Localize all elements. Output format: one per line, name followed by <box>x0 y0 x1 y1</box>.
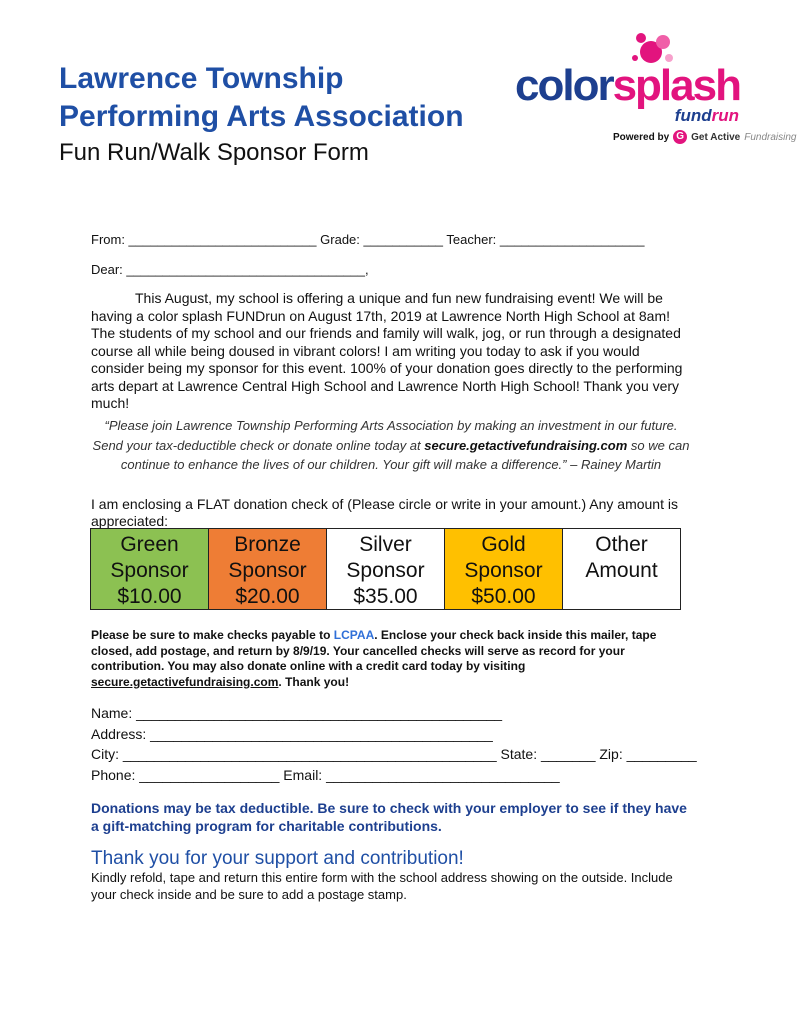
name-field[interactable]: Name: _______________________________________________ <box>91 705 503 721</box>
from-grade-teacher-line[interactable]: From: __________________________ Grade: ___________ Teacher: ____________________ <box>91 232 645 247</box>
address-field[interactable]: Address: ____________________________________________ <box>91 725 493 742</box>
refold-instructions: Kindly refold, tape and return this entire form with the school address showing on the outside. Include your check inside and be sure to add a postage stamp. <box>91 870 673 902</box>
payment-instructions <box>91 628 691 690</box>
payable-text-2: . Enclose your check back inside this mailer, tape closed, add postage, and return by 8/9/19. Your cancelled checks will serve as record for your contribution. You may also donate online with a credit card today by visiting <box>91 628 657 673</box>
payable-text-1: Please be sure to make checks payable to <box>91 628 334 642</box>
donate-online-link[interactable]: secure.getactivefundraising.com <box>91 674 279 689</box>
logo-wordmark <box>515 62 740 110</box>
quote-text-2: so we can continue to enhance the lives of our children. Your gift will make a difference.” – Rainey Martin <box>120 437 690 472</box>
level-amount: $20.00 <box>235 585 300 608</box>
sponsor-level-other[interactable] <box>563 529 681 610</box>
logo-run-text: run <box>711 106 739 125</box>
tax-deductible-note: Donations may be tax deductible. Be sure to check with your employer to see if they have a gift-matching program for charitable contributions. <box>91 800 687 834</box>
colorsplash-logo <box>515 28 797 150</box>
letter-body <box>91 290 691 413</box>
logo-colors-text: color <box>515 61 613 110</box>
powered-by-text: Powered by <box>613 131 670 143</box>
page-title <box>59 60 519 136</box>
city-state-zip-field[interactable]: City: ________________________________________________ State: _______ Zip: _________ <box>91 746 697 762</box>
quote-link: secure.getactivefundraising.com <box>424 437 628 453</box>
level-label: Silver <box>359 533 412 556</box>
contact-fields <box>91 703 697 785</box>
sponsor-level-bronze[interactable] <box>209 529 327 610</box>
lcpaa-text: LCPAA <box>333 628 375 642</box>
get-active-icon: G <box>673 130 687 144</box>
quote-block <box>91 416 691 475</box>
logo-powered-by <box>613 130 797 144</box>
title-line-2: Performing Arts Association <box>59 100 464 133</box>
level-label: Other <box>595 533 648 556</box>
phone-email-field[interactable]: Phone: __________________ Email: ______________________________ <box>91 766 560 783</box>
dear-line[interactable]: Dear: _________________________________, <box>91 262 369 277</box>
level-label: Sponsor <box>346 559 425 582</box>
sponsor-levels-table <box>90 528 681 610</box>
sponsor-level-gold[interactable] <box>445 529 563 610</box>
level-amount: $50.00 <box>471 585 536 608</box>
quote-text-1: “Please join Lawrence Township Performing Arts Association by making an investment in our future. Send your tax-deductible check or donate online today at <box>92 418 678 453</box>
level-label: Sponsor <box>464 559 543 582</box>
level-label: Gold <box>481 533 526 556</box>
level-label: Green <box>120 533 179 556</box>
payable-text-3: . Thank you! <box>278 674 350 689</box>
level-label: Bronze <box>234 533 301 556</box>
title-line-1: Lawrence Township <box>59 62 344 95</box>
level-label: Sponsor <box>228 559 307 582</box>
sponsor-level-green[interactable] <box>91 529 209 610</box>
thank-you-heading: Thank you for your support and contribution! <box>91 848 464 869</box>
level-label: Sponsor <box>110 559 189 582</box>
level-amount: $10.00 <box>117 585 182 608</box>
logo-fundrun <box>675 106 739 126</box>
enclose-text: I am enclosing a FLAT donation check of (Please circle or write in your amount.) Any amount is appreciated: <box>91 496 678 529</box>
get-active-text: Get Active <box>691 131 741 143</box>
page-subtitle: Fun Run/Walk Sponsor Form <box>59 139 369 166</box>
level-label: Amount <box>585 559 658 582</box>
level-amount: $35.00 <box>353 585 418 608</box>
sponsor-level-silver[interactable] <box>327 529 445 610</box>
letter-text: This August, my school is offering a unique and fun new fundraising event! We will be having a color splash FUNDrun on August 17th, 2019 at Lawrence North High School at 8am! The students of my school and our friends and family will walk, jog, or run through a designated course all while being doused in vibrant colors! I am writing you today to ask if you would consider being my sponsor for this event. 100% of your donation goes directly to the performing arts depart at Lawrence Central High School and Lawrence North High School! Thank you very much! <box>91 290 683 411</box>
logo-fund-text: fund <box>674 106 712 125</box>
fundraising-text: Fundraising <box>744 131 797 143</box>
logo-splash-text: splash <box>612 61 740 110</box>
